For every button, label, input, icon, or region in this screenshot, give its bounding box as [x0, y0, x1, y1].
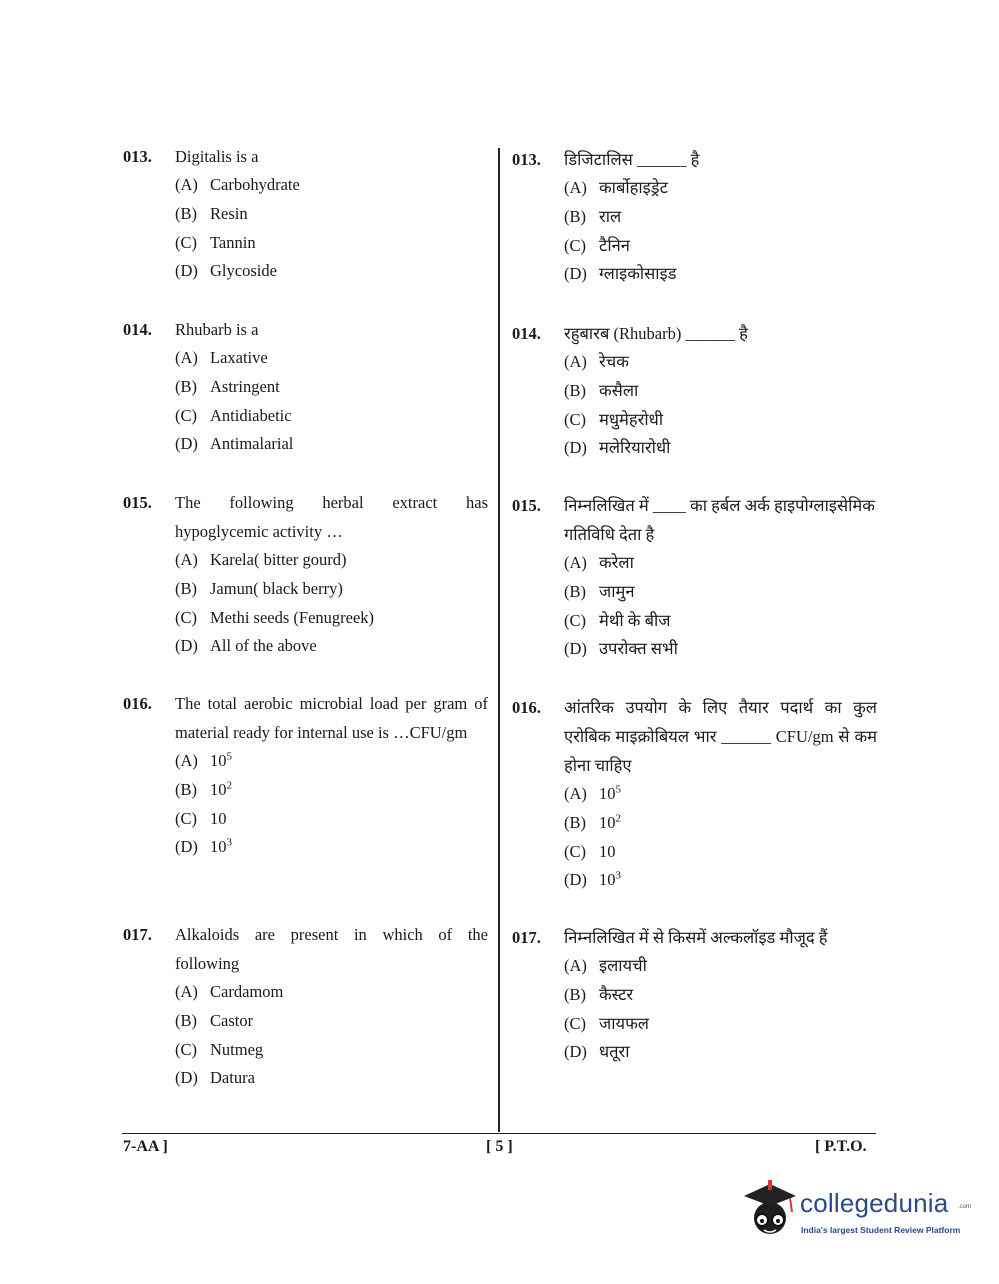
question-text-line1: आंतरिक उपयोग के लिए तैयार पदार्थ का कुल [564, 698, 877, 717]
option-d: (D) ग्लाइकोसाइड [564, 264, 677, 284]
question-number: 014. [123, 320, 152, 339]
question-text-line2: hypoglycemic activity … [175, 522, 343, 541]
option-d: (D) $10^3$ [564, 869, 621, 890]
question-015-en [123, 488, 488, 661]
question-number: 015. [123, 493, 152, 512]
option-a: (A) Carbohydrate [175, 175, 300, 194]
question-text-line1: Alkaloids are present in which of the [175, 925, 488, 944]
question-016-en [123, 689, 488, 862]
option-d: (D) All of the above [175, 636, 317, 656]
question-014-en [123, 315, 488, 459]
question-number: 013. [512, 150, 541, 169]
option-a: (A) इलायची [564, 956, 647, 975]
option-c: (C) Antidiabetic [175, 405, 292, 425]
pto-label: [ P.T.O. [815, 1138, 867, 1155]
question-number: 017. [512, 928, 541, 947]
question-text-line1: The total aerobic microbial load per gram of [175, 694, 488, 713]
option-d: (D) Glycoside [175, 261, 277, 281]
page-number: [ 5 ] [486, 1138, 513, 1155]
question-text-line3: होना चाहिए [564, 756, 632, 775]
option-c: (C) जायफल [564, 1013, 649, 1033]
option-c: (C) 10 [564, 841, 616, 861]
question-text: डिजिटालिस ______ है [564, 150, 700, 169]
option-d: (D) Antimalarial [175, 434, 294, 454]
option-a: (A) $10^5$ [564, 783, 621, 803]
option-a: (A) करेला [564, 553, 634, 572]
question-015-hi [512, 491, 877, 664]
question-017-en [123, 920, 488, 1093]
question-text: Rhubarb is a [175, 320, 259, 339]
option-a: (A) कार्बोहाइड्रेट [564, 178, 668, 197]
option-b: (B) Resin [175, 203, 248, 223]
question-number: 016. [123, 694, 152, 713]
question-016-hi [512, 693, 877, 895]
booklet-code: 7-AA ] [123, 1138, 168, 1155]
question-013-hi [512, 145, 877, 289]
question-number: 014. [512, 324, 541, 343]
option-c: (C) मेथी के बीज [564, 610, 671, 630]
question-number: 013. [123, 147, 152, 166]
option-d: (D) धतूरा [564, 1042, 630, 1062]
question-number: 016. [512, 698, 541, 717]
question-text-line2: एरोबिक माइक्रोबियल भार ______ CFU/gm से कम [564, 727, 877, 746]
question-text: निम्नलिखित में से किसमें अल्कलॉइड मौजूद हैं [564, 928, 828, 947]
option-a: (A) Laxative [175, 348, 268, 367]
option-c: (C) 10 [175, 808, 227, 828]
question-number: 017. [123, 925, 152, 944]
option-a: (A) Karela( bitter gourd) [175, 550, 347, 569]
option-b: (B) राल [564, 206, 622, 226]
question-013-en [123, 142, 488, 286]
question-text-line2: following [175, 954, 240, 973]
question-text-line2: material ready for internal use is …CFU/gm [175, 723, 468, 742]
question-014-hi [512, 319, 877, 463]
option-b: (B) Astringent [175, 376, 280, 396]
question-017-hi [512, 923, 877, 1067]
option-b: (B) कैस्टर [564, 984, 634, 1004]
option-b: (B) $10^2$ [564, 812, 621, 832]
option-b: (B) $10^2$ [175, 779, 232, 799]
collegedunia-logo [740, 1178, 970, 1248]
option-b: (B) कसैला [564, 380, 639, 400]
question-number: 015. [512, 496, 541, 515]
option-b: (B) Jamun( black berry) [175, 578, 343, 598]
question-text: रहुबारब (Rhubarb) ______ है [564, 324, 748, 343]
logo-wordmark: collegedunia [800, 1188, 949, 1218]
question-text-line1: निम्नलिखित में ____ का हर्बल अर्क हाइपोग्लाइसेमिक [564, 496, 875, 515]
option-d: (D) Datura [175, 1068, 255, 1088]
option-d: (D) $10^3$ [175, 836, 232, 857]
option-b: (B) Castor [175, 1010, 254, 1030]
option-c: (C) Methi seeds (Fenugreek) [175, 607, 375, 627]
option-b: (B) जामुन [564, 581, 635, 601]
logo-domain: .com [958, 1204, 972, 1210]
option-a: (A) Cardamom [175, 982, 284, 1001]
option-d: (D) उपरोक्त सभी [564, 639, 678, 659]
option-c: (C) Nutmeg [175, 1039, 264, 1059]
question-text-line2: गतिविधि देता है [564, 525, 655, 544]
question-text-line1: The following herbal extract has [175, 493, 488, 512]
option-c: (C) टैनिन [564, 235, 630, 255]
mascot-icon [740, 1178, 798, 1248]
column-divider [498, 148, 500, 1132]
option-a: (A) $10^5$ [175, 750, 232, 770]
question-text: Digitalis is a [175, 147, 259, 166]
option-c: (C) Tannin [175, 232, 256, 252]
logo-tagline: India's largest Student Review Platform [801, 1225, 961, 1235]
option-a: (A) रेचक [564, 352, 629, 371]
option-c: (C) मधुमेहरोधी [564, 409, 664, 429]
footer-rule [122, 1133, 876, 1134]
option-d: (D) मलेरियारोधी [564, 438, 671, 458]
